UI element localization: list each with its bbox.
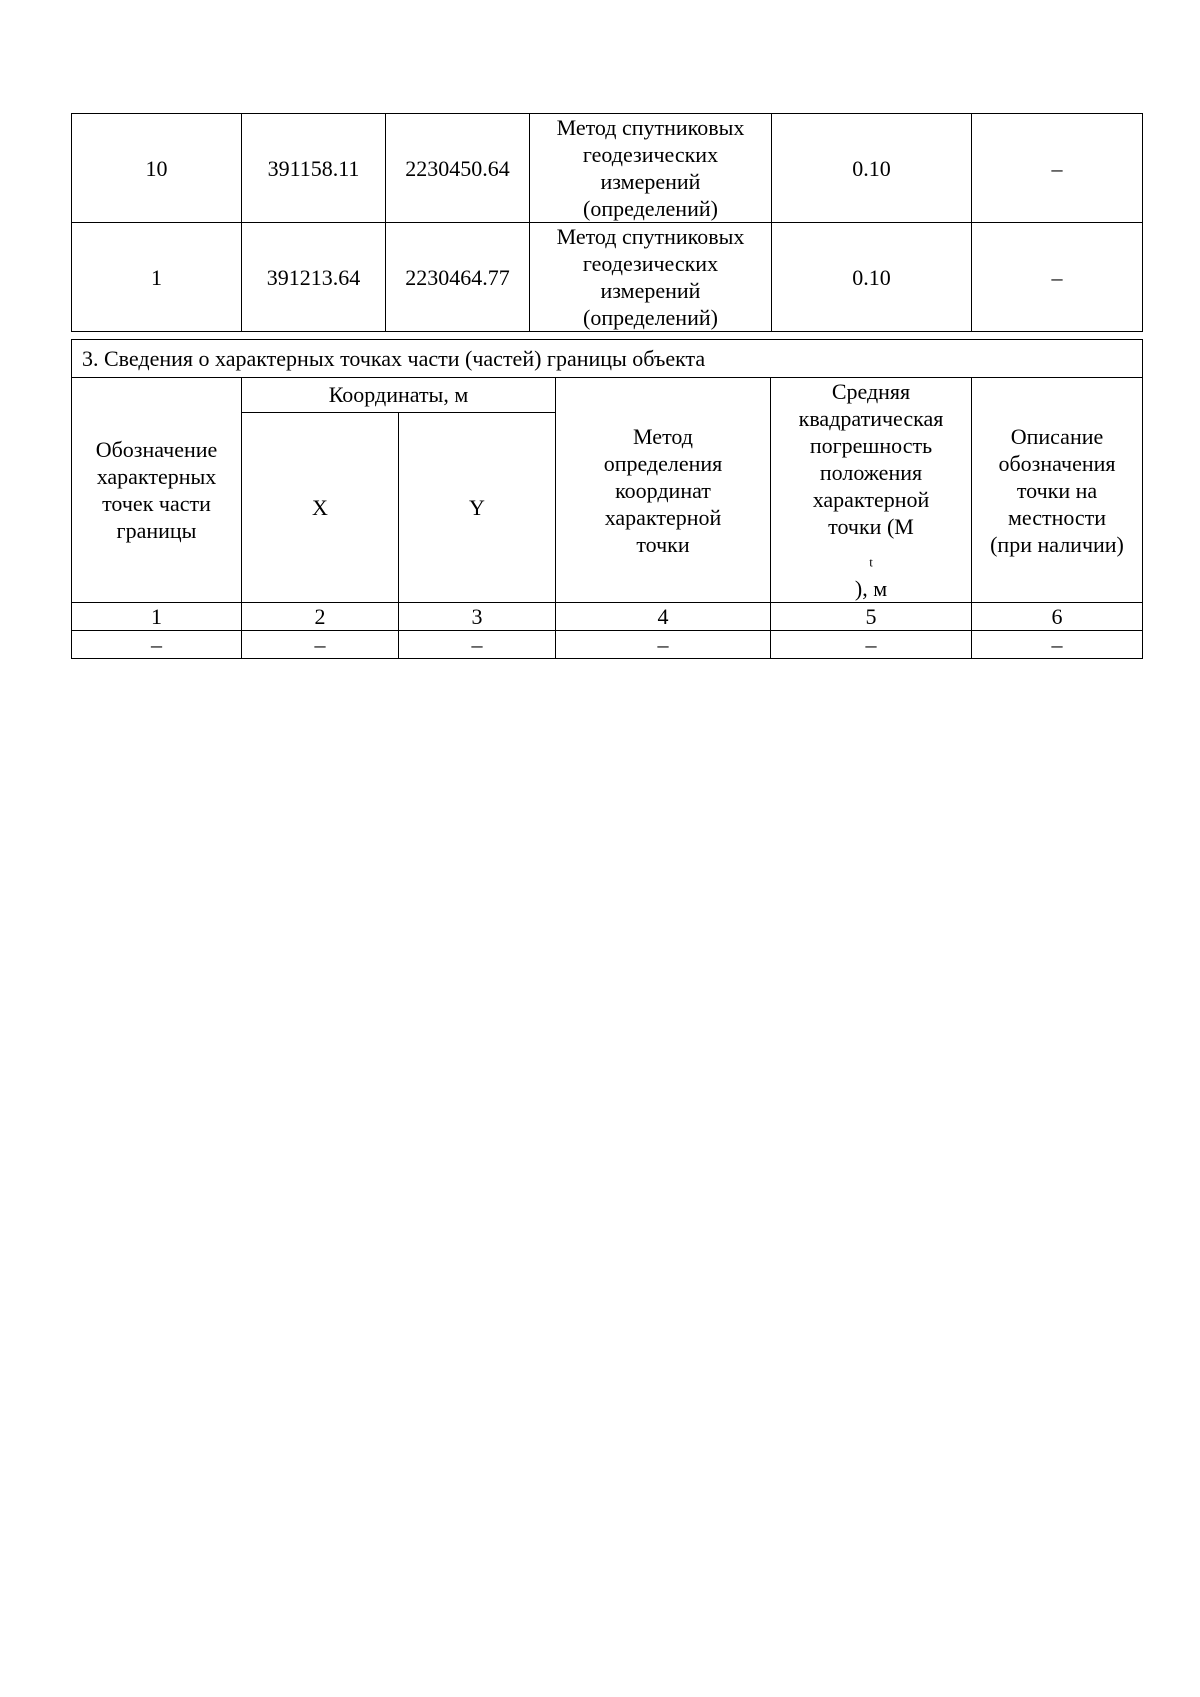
method-cell: Метод спутниковых геодезических измерений (определений) <box>530 223 772 332</box>
column-number: 4 <box>556 603 771 631</box>
coordinate-x: 391213.64 <box>242 223 386 332</box>
part-boundary-points-table <box>71 339 1143 659</box>
table-cell: – <box>399 631 556 659</box>
table-cell: – <box>72 631 242 659</box>
point-number: 10 <box>72 114 242 223</box>
method-cell: Метод спутниковых геодезических измерений (определений) <box>530 114 772 223</box>
error-value: 0.10 <box>772 114 972 223</box>
header-row <box>72 378 1143 413</box>
column-number: 6 <box>972 603 1143 631</box>
coordinate-x: 391158.11 <box>242 114 386 223</box>
section-title: 3. Сведения о характерных точках части (частей) границы объекта <box>72 340 1143 378</box>
table-cell: – <box>972 631 1143 659</box>
table-row <box>72 223 1143 332</box>
coordinate-y: 2230450.64 <box>386 114 530 223</box>
column-number: 3 <box>399 603 556 631</box>
header-y: Y <box>399 412 556 603</box>
header-coordinates: Координаты, м <box>242 378 556 413</box>
table-row <box>72 631 1143 659</box>
point-description: – <box>972 114 1143 223</box>
point-description: – <box>972 223 1143 332</box>
table-cell: – <box>556 631 771 659</box>
column-numbers-row <box>72 603 1143 631</box>
header-error: Средняя квадратическая погрешность положения характерной точки (M $_t$ ), м <box>771 378 972 603</box>
column-number: 5 <box>771 603 972 631</box>
coordinate-y: 2230464.77 <box>386 223 530 332</box>
column-number: 1 <box>72 603 242 631</box>
header-designation: Обозначение характерных точек части границы <box>72 378 242 603</box>
header-description: Описание обозначения точки на местности (при наличии) <box>972 378 1143 603</box>
point-number: 1 <box>72 223 242 332</box>
section-title-row <box>72 340 1143 378</box>
table-row <box>72 114 1143 223</box>
table-cell: – <box>242 631 399 659</box>
error-value: 0.10 <box>772 223 972 332</box>
column-number: 2 <box>242 603 399 631</box>
header-method: Метод определения координат характерной точки <box>556 378 771 603</box>
header-x: X <box>242 412 399 603</box>
table-cell: – <box>771 631 972 659</box>
points-table <box>71 113 1143 332</box>
